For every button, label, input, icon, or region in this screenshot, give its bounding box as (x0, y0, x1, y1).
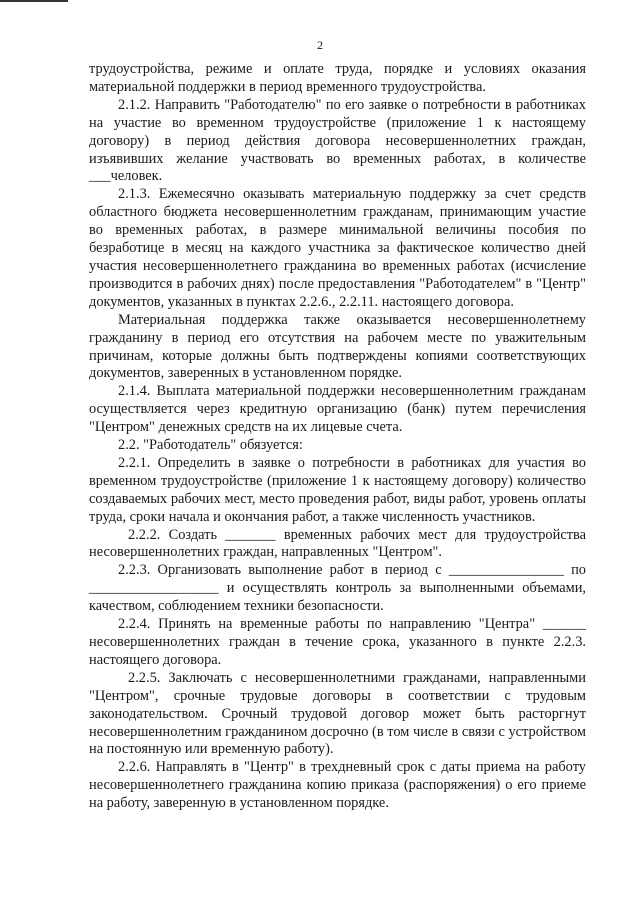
paragraph-material-support: Материальная поддержка также оказывается несовершеннолетнему гражданину в период его отсутствия на рабочем месте по уважительным причинам, которые должны быть подтверждены копиями соответствующих документов, заверенных в установленном порядке. (89, 311, 586, 382)
scan-edge-mark (0, 0, 68, 2)
paragraph-2-2: 2.2. "Работодатель" обязуется: (118, 437, 303, 454)
paragraph-continuation: трудоустройства, режиме и оплате труда, порядке и условиях оказания материальной поддержки в период временного трудоустройства. (89, 61, 586, 95)
page-number: 2 (317, 38, 323, 52)
paragraph-2-2-3: 2.2.3. Организовать выполнение работ в период с ________________ по __________________ и осуществлять контроль за выполненными объемами, качеством, соблюдением техники безопасности. (89, 562, 586, 615)
paragraph-2-1-4: 2.1.4. Выплата материальной поддержки несовершеннолетним гражданам осуществляется через кредитную организацию (банк) путем перечисления "Центром" денежных средств на их лицевые счета. (89, 383, 586, 436)
paragraph-2-2-2: 2.2.2. Создать _______ временных рабочих мест для трудоустройства несовершеннолетних граждан, направленных "Центром". (89, 526, 586, 561)
paragraph-2-2-6: 2.2.6. Направлять в "Центр" в трехдневный срок с даты приема на работу несовершеннолетнего гражданина копию приказа (распоряжения) о его приеме на работу, заверенную в установленном порядке. (89, 759, 586, 812)
document-body (89, 61, 586, 813)
paragraph-2-1-2: 2.1.2. Направить "Работодателю" по его заявке о потребности в работниках на участие во временном трудоустройстве (приложение 1 к настоящему договору) в период действия договора несовершеннолетних граждан, изъявивших желание участвовать во временных работах, в количестве ___человек. (89, 96, 586, 185)
paragraph-2-2-1: 2.2.1. Определить в заявке о потребности в работниках для участия во временном трудоустройстве (приложение 1 к настоящему договору) количество создаваемых рабочих мест, место проведения работ, виды работ, уровень оплаты труда, сроки начала и окончания работ, а также численность участников. (89, 454, 586, 525)
paragraph-2-1-3: 2.1.3. Ежемесячно оказывать материальную поддержку за счет средств областного бюджета несовершеннолетним гражданам, принимающим участие во временных работах, в размере минимальной величины пособия по безработице в месяц на каждого участника за фактическое количество дней участия несовершеннолетнего гражданина во временных работах (исчисление производится в рабочих днях) после предоставления "Работодателем" в "Центр" документов, указанных в пунктах 2.2.6., 2.2.11. настоящего договора. (89, 186, 586, 310)
paragraph-2-2-5: 2.2.5. Заключать с несовершеннолетними гражданами, направленными "Центром", срочные трудовые договоры в соответствии с трудовым законодательством. Срочный трудовой договор может быть расторгнут несовершеннолетним гражданином досрочно (в том числе в связи с устройством на постоянную или временную работу). (89, 669, 586, 758)
paragraph-2-2-4: 2.2.4. Принять на временные работы по направлению "Центра" ______ несовершеннолетних граждан в течение срока, указанного в пункте 2.2.3. настоящего договора. (89, 616, 586, 668)
